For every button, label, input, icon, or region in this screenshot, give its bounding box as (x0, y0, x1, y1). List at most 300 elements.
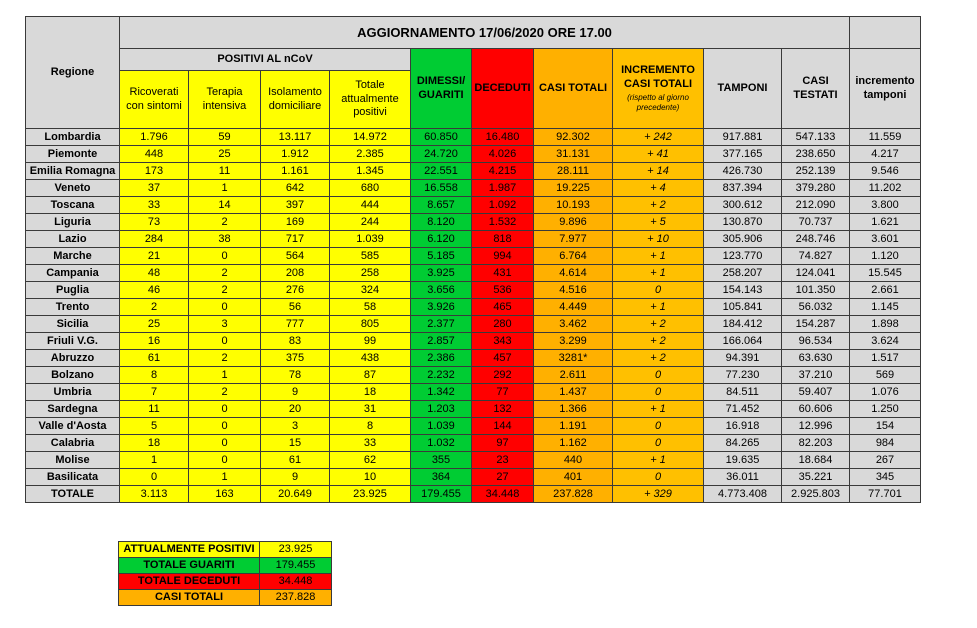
table-row (26, 418, 921, 435)
cell-incremento: + 1 (613, 452, 704, 469)
cell-incremento: + 2 (613, 333, 704, 350)
table-row (26, 367, 921, 384)
cell-terapia: 1 (189, 469, 261, 486)
table-row (26, 333, 921, 350)
cell-terapia: 2 (189, 384, 261, 401)
cell-isolamento: 717 (261, 231, 330, 248)
cell-terapia: 0 (189, 452, 261, 469)
cell-dimessi: 60.850 (411, 129, 472, 146)
cell-tamponi: 837.394 (704, 180, 782, 197)
cell-dimessi: 2.386 (411, 350, 472, 367)
cell-incremento-tamponi: 267 (850, 452, 921, 469)
cell-tamponi: 71.452 (704, 401, 782, 418)
cell-ricoverati: 1 (120, 452, 189, 469)
cell-casi-testati: 124.041 (782, 265, 850, 282)
cell-tamponi: 16.918 (704, 418, 782, 435)
cell-incremento-tamponi: 1.145 (850, 299, 921, 316)
cell-ricoverati: 11 (120, 401, 189, 418)
cell-casi-testati: 18.684 (782, 452, 850, 469)
cell-incremento: + 1 (613, 401, 704, 418)
cell-casi-totali: 401 (534, 469, 613, 486)
totale-tamponi: 4.773.408 (704, 486, 782, 503)
cell-isolamento: 83 (261, 333, 330, 350)
summary-deceduti-value: 34.448 (260, 574, 332, 590)
cell-casi-testati: 154.287 (782, 316, 850, 333)
cell-regione: Umbria (26, 384, 120, 401)
cell-ricoverati: 2 (120, 299, 189, 316)
totale-terapia: 163 (189, 486, 261, 503)
cell-regione: Calabria (26, 435, 120, 452)
cell-casi-testati: 252.139 (782, 163, 850, 180)
summary-deceduti-label: TOTALE DECEDUTI (119, 574, 260, 590)
cell-totale-positivi: 58 (330, 299, 411, 316)
cell-incremento-tamponi: 1.250 (850, 401, 921, 418)
cell-deceduti: 132 (472, 401, 534, 418)
cell-ricoverati: 33 (120, 197, 189, 214)
cell-tamponi: 426.730 (704, 163, 782, 180)
totale-positivi: 23.925 (330, 486, 411, 503)
cell-isolamento: 397 (261, 197, 330, 214)
table-row (26, 146, 921, 163)
cell-isolamento: 78 (261, 367, 330, 384)
cell-isolamento: 1.161 (261, 163, 330, 180)
cell-totale-positivi: 258 (330, 265, 411, 282)
cell-tamponi: 377.165 (704, 146, 782, 163)
cell-casi-totali: 2.611 (534, 367, 613, 384)
cell-regione: Sicilia (26, 316, 120, 333)
cell-casi-testati: 70.737 (782, 214, 850, 231)
cell-totale-positivi: 31 (330, 401, 411, 418)
cell-incremento: + 14 (613, 163, 704, 180)
cell-terapia: 0 (189, 418, 261, 435)
cell-terapia: 0 (189, 299, 261, 316)
cell-casi-testati: 35.221 (782, 469, 850, 486)
cell-casi-totali: 10.193 (534, 197, 613, 214)
cell-isolamento: 642 (261, 180, 330, 197)
cell-tamponi: 130.870 (704, 214, 782, 231)
totale-ricoverati: 3.113 (120, 486, 189, 503)
cell-tamponi: 123.770 (704, 248, 782, 265)
cell-totale-positivi: 2.385 (330, 146, 411, 163)
cell-regione: Emilia Romagna (26, 163, 120, 180)
cell-incremento: 0 (613, 367, 704, 384)
cell-regione: Sardegna (26, 401, 120, 418)
totale-label: TOTALE (26, 486, 120, 503)
cell-terapia: 2 (189, 350, 261, 367)
cell-casi-testati: 37.210 (782, 367, 850, 384)
cell-regione: Puglia (26, 282, 120, 299)
cell-totale-positivi: 99 (330, 333, 411, 350)
cell-tamponi: 84.511 (704, 384, 782, 401)
cell-dimessi: 3.925 (411, 265, 472, 282)
cell-totale-positivi: 324 (330, 282, 411, 299)
cell-incremento: + 4 (613, 180, 704, 197)
cell-casi-testati: 101.350 (782, 282, 850, 299)
header-casi-totali: CASI TOTALI (534, 49, 613, 129)
table-row (26, 214, 921, 231)
cell-dimessi: 355 (411, 452, 472, 469)
cell-incremento-tamponi: 984 (850, 435, 921, 452)
cell-casi-totali: 4.614 (534, 265, 613, 282)
header-isolamento: Isolamento domiciliare (261, 71, 330, 129)
cell-incremento-tamponi: 569 (850, 367, 921, 384)
cell-ricoverati: 16 (120, 333, 189, 350)
cell-ricoverati: 18 (120, 435, 189, 452)
totale-incremento-tamponi: 77.701 (850, 486, 921, 503)
header-incremento-note: (rispetto al giorno precedente) (627, 93, 689, 113)
cell-totale-positivi: 680 (330, 180, 411, 197)
cell-casi-testati: 238.650 (782, 146, 850, 163)
page-title: AGGIORNAMENTO 17/06/2020 ORE 17.00 (120, 17, 850, 49)
cell-casi-testati: 248.746 (782, 231, 850, 248)
table-row (26, 282, 921, 299)
cell-regione: Lazio (26, 231, 120, 248)
cell-incremento: + 1 (613, 299, 704, 316)
cell-deceduti: 77 (472, 384, 534, 401)
summary-row (119, 542, 332, 558)
cell-casi-testati: 74.827 (782, 248, 850, 265)
cell-incremento: + 41 (613, 146, 704, 163)
header-tamponi: TAMPONI (704, 49, 782, 129)
cell-casi-totali: 31.131 (534, 146, 613, 163)
cell-casi-totali: 19.225 (534, 180, 613, 197)
table-row (26, 248, 921, 265)
cell-terapia: 1 (189, 180, 261, 197)
cell-regione: Molise (26, 452, 120, 469)
cell-incremento-tamponi: 3.624 (850, 333, 921, 350)
cell-dimessi: 22.551 (411, 163, 472, 180)
cell-incremento-tamponi: 15.545 (850, 265, 921, 282)
cell-deceduti: 457 (472, 350, 534, 367)
table-row (26, 350, 921, 367)
cell-terapia: 38 (189, 231, 261, 248)
cell-totale-positivi: 14.972 (330, 129, 411, 146)
cell-totale-positivi: 33 (330, 435, 411, 452)
cell-isolamento: 169 (261, 214, 330, 231)
cell-incremento: 0 (613, 435, 704, 452)
cell-ricoverati: 5 (120, 418, 189, 435)
cell-deceduti: 536 (472, 282, 534, 299)
totale-incremento: + 329 (613, 486, 704, 503)
summary-legend (118, 541, 332, 606)
header-regione: Regione (26, 17, 120, 129)
cell-regione: Campania (26, 265, 120, 282)
cell-isolamento: 276 (261, 282, 330, 299)
cell-ricoverati: 21 (120, 248, 189, 265)
cell-casi-totali: 9.896 (534, 214, 613, 231)
header-blank (850, 17, 921, 49)
cell-isolamento: 13.117 (261, 129, 330, 146)
cell-terapia: 25 (189, 146, 261, 163)
cell-incremento-tamponi: 11.559 (850, 129, 921, 146)
table-row (26, 435, 921, 452)
cell-totale-positivi: 10 (330, 469, 411, 486)
cell-regione: Abruzzo (26, 350, 120, 367)
cell-casi-testati: 63.630 (782, 350, 850, 367)
cell-tamponi: 917.881 (704, 129, 782, 146)
cell-casi-totali: 4.516 (534, 282, 613, 299)
cell-tamponi: 36.011 (704, 469, 782, 486)
cell-deceduti: 23 (472, 452, 534, 469)
cell-totale-positivi: 18 (330, 384, 411, 401)
cell-totale-positivi: 805 (330, 316, 411, 333)
cell-regione: Piemonte (26, 146, 120, 163)
cell-casi-testati: 212.090 (782, 197, 850, 214)
cell-isolamento: 564 (261, 248, 330, 265)
cell-totale-positivi: 87 (330, 367, 411, 384)
cell-ricoverati: 0 (120, 469, 189, 486)
cell-incremento: + 2 (613, 350, 704, 367)
cell-incremento: + 1 (613, 265, 704, 282)
cell-casi-testati: 56.032 (782, 299, 850, 316)
totale-casi-testati: 2.925.803 (782, 486, 850, 503)
cell-isolamento: 20 (261, 401, 330, 418)
header-incremento-label: INCREMENTO CASI TOTALI (621, 63, 695, 90)
cell-terapia: 2 (189, 214, 261, 231)
cell-terapia: 2 (189, 265, 261, 282)
cell-casi-totali: 1.162 (534, 435, 613, 452)
header-dimessi: DIMESSI/ GUARITI (411, 49, 472, 129)
cell-tamponi: 305.906 (704, 231, 782, 248)
cell-terapia: 2 (189, 282, 261, 299)
cell-tamponi: 166.064 (704, 333, 782, 350)
cell-dimessi: 8.120 (411, 214, 472, 231)
cell-casi-totali: 7.977 (534, 231, 613, 248)
cell-tamponi: 300.612 (704, 197, 782, 214)
cell-ricoverati: 8 (120, 367, 189, 384)
cell-regione: Friuli V.G. (26, 333, 120, 350)
cell-incremento-tamponi: 345 (850, 469, 921, 486)
table-body (26, 129, 921, 486)
cell-dimessi: 2.232 (411, 367, 472, 384)
cell-totale-positivi: 585 (330, 248, 411, 265)
cell-casi-testati: 379.280 (782, 180, 850, 197)
cell-casi-testati: 59.407 (782, 384, 850, 401)
cell-incremento: + 1 (613, 248, 704, 265)
cell-dimessi: 1.032 (411, 435, 472, 452)
cell-regione: Marche (26, 248, 120, 265)
table-row (26, 265, 921, 282)
header-ricoverati: Ricoverati con sintomi (120, 71, 189, 129)
cell-incremento: 0 (613, 418, 704, 435)
cell-incremento: + 242 (613, 129, 704, 146)
cell-ricoverati: 46 (120, 282, 189, 299)
table-row (26, 231, 921, 248)
table-row (26, 299, 921, 316)
cell-ricoverati: 173 (120, 163, 189, 180)
totale-row (26, 486, 921, 503)
cell-totale-positivi: 1.345 (330, 163, 411, 180)
cell-regione: Toscana (26, 197, 120, 214)
cell-dimessi: 3.926 (411, 299, 472, 316)
cell-deceduti: 4.026 (472, 146, 534, 163)
table-row (26, 401, 921, 418)
cell-dimessi: 1.342 (411, 384, 472, 401)
header-totale-positivi: Totale attualmente positivi (330, 71, 411, 129)
cell-ricoverati: 284 (120, 231, 189, 248)
header-terapia: Terapia intensiva (189, 71, 261, 129)
cell-terapia: 3 (189, 316, 261, 333)
cell-incremento: 0 (613, 469, 704, 486)
cell-casi-testati: 12.996 (782, 418, 850, 435)
cell-ricoverati: 48 (120, 265, 189, 282)
cell-regione: Veneto (26, 180, 120, 197)
header-incremento (613, 49, 704, 129)
cell-ricoverati: 37 (120, 180, 189, 197)
table-row (26, 129, 921, 146)
cell-isolamento: 56 (261, 299, 330, 316)
cell-regione: Lombardia (26, 129, 120, 146)
cell-casi-totali: 1.191 (534, 418, 613, 435)
cell-deceduti: 4.215 (472, 163, 534, 180)
cell-terapia: 0 (189, 435, 261, 452)
totale-dimessi: 179.455 (411, 486, 472, 503)
cell-casi-totali: 4.449 (534, 299, 613, 316)
cell-ricoverati: 7 (120, 384, 189, 401)
cell-tamponi: 154.143 (704, 282, 782, 299)
cell-casi-totali: 6.764 (534, 248, 613, 265)
cell-incremento: + 2 (613, 316, 704, 333)
cell-isolamento: 61 (261, 452, 330, 469)
cell-tamponi: 258.207 (704, 265, 782, 282)
summary-casi-label: CASI TOTALI (119, 590, 260, 606)
cell-regione: Valle d'Aosta (26, 418, 120, 435)
cell-isolamento: 15 (261, 435, 330, 452)
cell-incremento: 0 (613, 282, 704, 299)
cell-terapia: 0 (189, 333, 261, 350)
cell-dimessi: 2.857 (411, 333, 472, 350)
cell-incremento-tamponi: 9.546 (850, 163, 921, 180)
cell-incremento-tamponi: 11.202 (850, 180, 921, 197)
table-row (26, 163, 921, 180)
cell-isolamento: 9 (261, 469, 330, 486)
summary-positivi-value: 23.925 (260, 542, 332, 558)
cell-incremento-tamponi: 1.076 (850, 384, 921, 401)
cell-casi-testati: 96.534 (782, 333, 850, 350)
cell-incremento-tamponi: 3.800 (850, 197, 921, 214)
table-row (26, 180, 921, 197)
cell-terapia: 14 (189, 197, 261, 214)
header-deceduti: DECEDUTI (472, 49, 534, 129)
cell-dimessi: 364 (411, 469, 472, 486)
cell-dimessi: 1.203 (411, 401, 472, 418)
cell-dimessi: 3.656 (411, 282, 472, 299)
cell-regione: Basilicata (26, 469, 120, 486)
table-row (26, 469, 921, 486)
cell-tamponi: 184.412 (704, 316, 782, 333)
cell-terapia: 11 (189, 163, 261, 180)
cell-casi-totali: 3281* (534, 350, 613, 367)
cell-dimessi: 6.120 (411, 231, 472, 248)
cell-deceduti: 1.092 (472, 197, 534, 214)
cell-tamponi: 105.841 (704, 299, 782, 316)
totale-casi-totali: 237.828 (534, 486, 613, 503)
cell-incremento-tamponi: 1.898 (850, 316, 921, 333)
cell-incremento-tamponi: 2.661 (850, 282, 921, 299)
summary-guariti-value: 179.455 (260, 558, 332, 574)
cell-isolamento: 208 (261, 265, 330, 282)
cell-casi-totali: 440 (534, 452, 613, 469)
cell-terapia: 59 (189, 129, 261, 146)
table-row (26, 452, 921, 469)
cell-dimessi: 2.377 (411, 316, 472, 333)
cell-isolamento: 1.912 (261, 146, 330, 163)
cell-deceduti: 16.480 (472, 129, 534, 146)
cell-casi-totali: 1.437 (534, 384, 613, 401)
cell-dimessi: 16.558 (411, 180, 472, 197)
totale-isolamento: 20.649 (261, 486, 330, 503)
cell-incremento-tamponi: 1.517 (850, 350, 921, 367)
cell-terapia: 0 (189, 248, 261, 265)
cell-terapia: 1 (189, 367, 261, 384)
table-row (26, 384, 921, 401)
summary-positivi-label: ATTUALMENTE POSITIVI (119, 542, 260, 558)
header-positivi-group: POSITIVI AL nCoV (120, 49, 411, 71)
cell-incremento: + 10 (613, 231, 704, 248)
cell-dimessi: 8.657 (411, 197, 472, 214)
cell-casi-testati: 547.133 (782, 129, 850, 146)
cell-ricoverati: 61 (120, 350, 189, 367)
cell-regione: Bolzano (26, 367, 120, 384)
cell-incremento-tamponi: 1.120 (850, 248, 921, 265)
cell-incremento-tamponi: 154 (850, 418, 921, 435)
summary-row (119, 590, 332, 606)
cell-deceduti: 1.532 (472, 214, 534, 231)
cell-isolamento: 9 (261, 384, 330, 401)
cell-totale-positivi: 444 (330, 197, 411, 214)
cell-dimessi: 24.720 (411, 146, 472, 163)
cell-deceduti: 465 (472, 299, 534, 316)
header-incremento-tamponi: incremento tamponi (850, 49, 921, 129)
cell-deceduti: 144 (472, 418, 534, 435)
cell-incremento: + 2 (613, 197, 704, 214)
cell-totale-positivi: 8 (330, 418, 411, 435)
cell-tamponi: 77.230 (704, 367, 782, 384)
cell-isolamento: 777 (261, 316, 330, 333)
table-row (26, 316, 921, 333)
cell-isolamento: 3 (261, 418, 330, 435)
cell-deceduti: 994 (472, 248, 534, 265)
cell-casi-totali: 92.302 (534, 129, 613, 146)
table-row (26, 197, 921, 214)
cell-tamponi: 84.265 (704, 435, 782, 452)
cell-isolamento: 375 (261, 350, 330, 367)
cell-incremento: + 5 (613, 214, 704, 231)
summary-row (119, 558, 332, 574)
cell-ricoverati: 25 (120, 316, 189, 333)
summary-row (119, 574, 332, 590)
cell-deceduti: 431 (472, 265, 534, 282)
cell-deceduti: 818 (472, 231, 534, 248)
cell-totale-positivi: 244 (330, 214, 411, 231)
cell-terapia: 0 (189, 401, 261, 418)
cell-totale-positivi: 1.039 (330, 231, 411, 248)
cell-ricoverati: 1.796 (120, 129, 189, 146)
cell-dimessi: 5.185 (411, 248, 472, 265)
cell-casi-totali: 3.299 (534, 333, 613, 350)
cell-casi-testati: 82.203 (782, 435, 850, 452)
cell-deceduti: 343 (472, 333, 534, 350)
cell-incremento-tamponi: 1.621 (850, 214, 921, 231)
cell-deceduti: 97 (472, 435, 534, 452)
cell-tamponi: 94.391 (704, 350, 782, 367)
header-casi-testati: CASI TESTATI (782, 49, 850, 129)
cell-ricoverati: 448 (120, 146, 189, 163)
cell-deceduti: 1.987 (472, 180, 534, 197)
cell-regione: Trento (26, 299, 120, 316)
cell-incremento: 0 (613, 384, 704, 401)
totale-deceduti: 34.448 (472, 486, 534, 503)
